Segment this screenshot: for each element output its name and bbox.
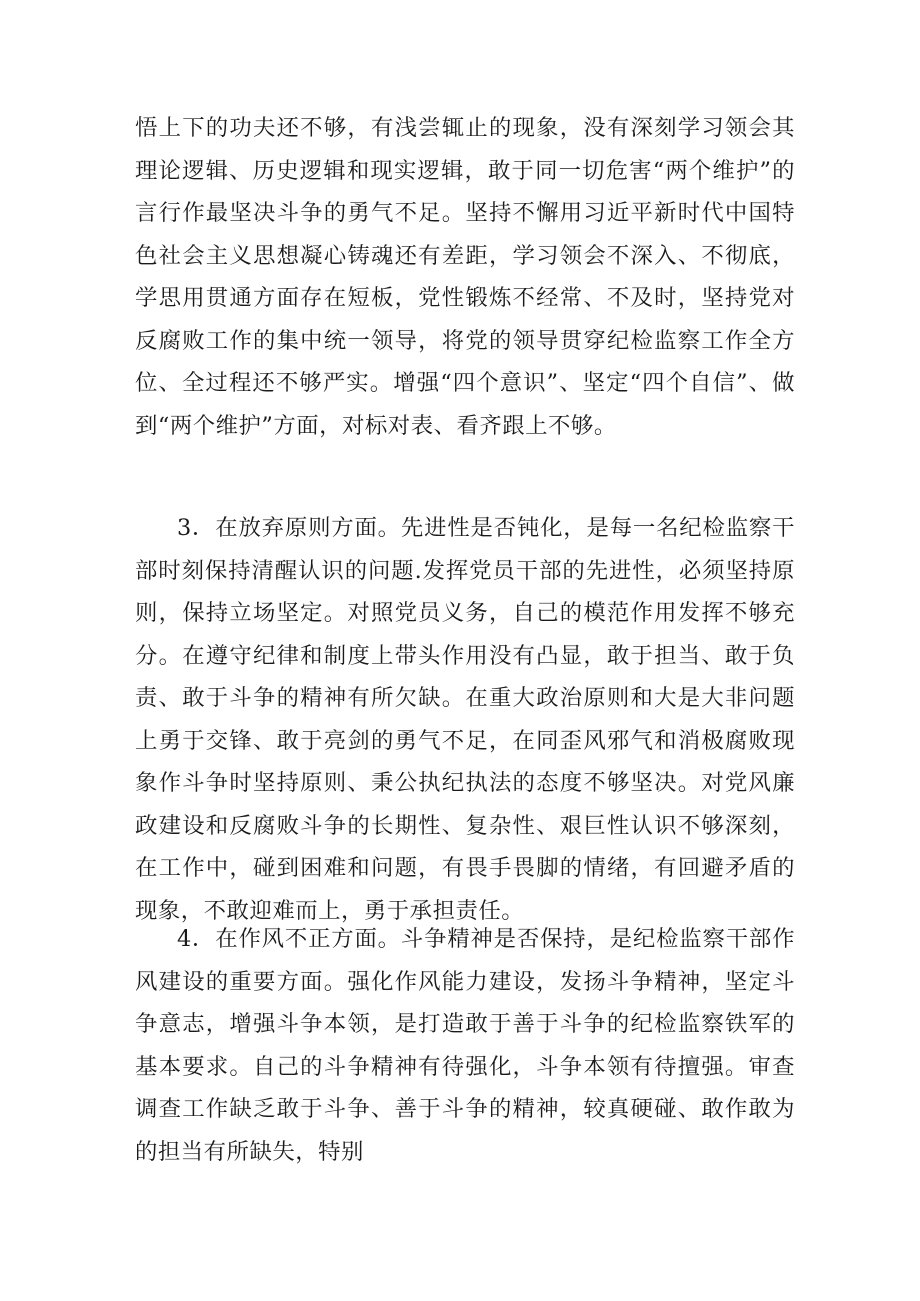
paragraph-item-3-principles: 3．在放弃原则方面。先进性是否钝化，是每一名纪检监察干部时刻保持清醒认识的问题.发挥党员干部的先进性，必须坚持原则，保持立场坚定。对照党员义务，自己的模范作用发挥不够充分。在遵守纪律和制度上带头作用没有凸显，敢于担当、敢于负责、敢于斗争的精神有所欠缺。在重大政治原则和大是大非问题上勇于交锋、敢于亮剑的勇气不足，在同歪风邪气和消极腐败现象作斗争时坚持原则、秉公执纪执法的态度不够坚决。对党风廉政建设和反腐败斗争的长期性、复杂性、艰巨性认识不够深刻，在工作中，碰到困难和问题，有畏手畏脚的情绪，有回避矛盾的现象，不敢迎难而上，勇于承担责任。: [135, 515, 795, 924]
paragraph-political-study: 悟上下的功夫还不够，有浅尝辄止的现象，没有深刻学习领会其理论逻辑、历史逻辑和现实逻辑，敢于同一切危害“两个维护”的言行作最坚决斗争的勇气不足。坚持不懈用习近平新时代中国特色社会主义思想凝心铸魂还有差距，学习领会不深入、不彻底，学思用贯通方面存在短板，党性锻炼不经常、不及时，坚持党对反腐败工作的集中统一领导，将党的领导贯穿纪检监察工作全方位、全过程还不够严实。增强“四个意识”、坚定“四个自信”、做到“两个维护”方面，对标对表、看齐跟上不够。: [135, 115, 795, 439]
paragraph-item-4-work-style: 4．在作风不正方面。斗争精神是否保持，是纪检监察干部作风建设的重要方面。强化作风能力建设，发扬斗争精神，坚定斗争意志，增强斗争本领，是打造敢于善于斗争的纪检监察铁军的基本要求。自己的斗争精神有待强化，斗争本领有待擅强。审查调查工作缺乏敢于斗争、善于斗争的精神，较真硬碰、敢作敢为的担当有所缺失，特别: [135, 926, 795, 1165]
